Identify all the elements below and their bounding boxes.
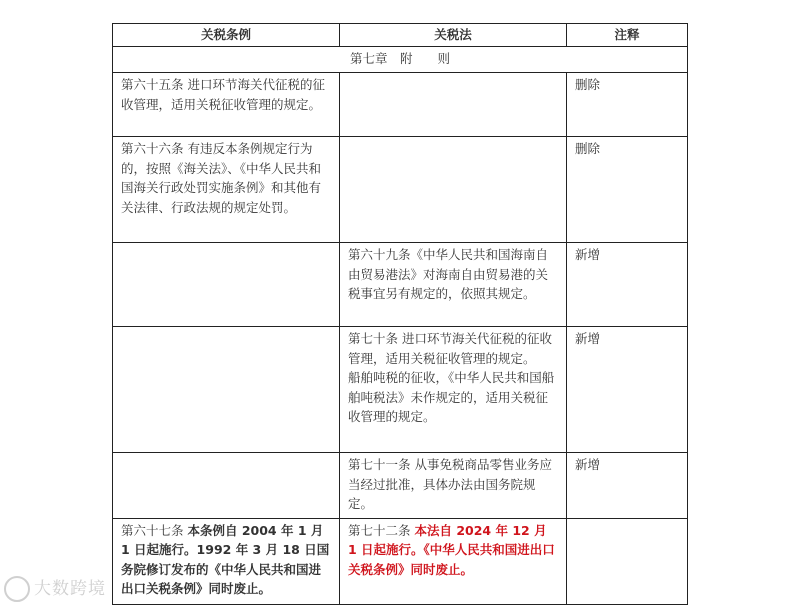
law-cell: [340, 73, 567, 137]
regulation-cell: [113, 243, 340, 327]
note-cell: 删除: [567, 73, 688, 137]
table-row: [113, 243, 688, 327]
article-number: 第七十二条: [348, 522, 415, 538]
regulation-cell: [113, 518, 340, 604]
note-cell: 删除: [567, 137, 688, 243]
watermark: [4, 574, 106, 602]
table-row: [113, 137, 688, 243]
regulation-cell: [113, 327, 340, 453]
effective-date-text: 本法自 2024 年 12 月 1 日起施行。《中华人民共和国进出口关税条例》同时废止。: [348, 522, 555, 577]
table-row: [113, 453, 688, 519]
comparison-table: [112, 23, 688, 605]
note-cell: 新增: [567, 327, 688, 453]
regulation-cell: 第六十六条 有违反本条例规定行为的，按照《海关法》、《中华人民共和国海关行政处罚实施条例》和其他有关法律、行政法规的规定处罚。: [113, 137, 340, 243]
law-cell: 第七十一条 从事免税商品零售业务应当经过批准，具体办法由国务院规定。: [340, 453, 567, 519]
note-cell: [567, 518, 688, 604]
table-row: [113, 327, 688, 453]
regulation-cell: [113, 453, 340, 519]
law-paragraph: 船舶吨税的征收，《中华人民共和国船舶吨税法》未作规定的，适用关税征收管理的规定。: [348, 370, 555, 424]
watermark-logo-icon: [4, 576, 30, 602]
header-note: 注释: [567, 24, 688, 47]
effective-date-text: 本条例自 2004 年 1 月 1 日起施行。1992 年 3 月 18 日国务院修订发布的《中华人民共和国进出口关税条例》同时废止。: [121, 522, 330, 596]
chapter-title: 第七章 附 则: [113, 46, 688, 73]
chapter-row: [113, 46, 688, 73]
law-cell: [340, 518, 567, 604]
note-cell: 新增: [567, 243, 688, 327]
law-paragraph: 第七十条 进口环节海关代征税的征收管理，适用关税征收管理的规定。: [348, 331, 552, 366]
header-row: [113, 24, 688, 47]
law-cell: [340, 327, 567, 453]
note-cell: 新增: [567, 453, 688, 519]
header-regulation: 关税条例: [113, 24, 340, 47]
header-law: 关税法: [340, 24, 567, 47]
article-number: 第六十七条: [121, 522, 188, 538]
table-row: [113, 73, 688, 137]
law-cell: 第六十九条《中华人民共和国海南自由贸易港法》对海南自由贸易港的关税事宜另有规定的，依照其规定。: [340, 243, 567, 327]
table-row-final: [113, 518, 688, 604]
regulation-cell: 第六十五条 进口环节海关代征税的征收管理，适用关税征收管理的规定。: [113, 73, 340, 137]
watermark-text: 大数跨境: [34, 579, 106, 599]
law-cell: [340, 137, 567, 243]
